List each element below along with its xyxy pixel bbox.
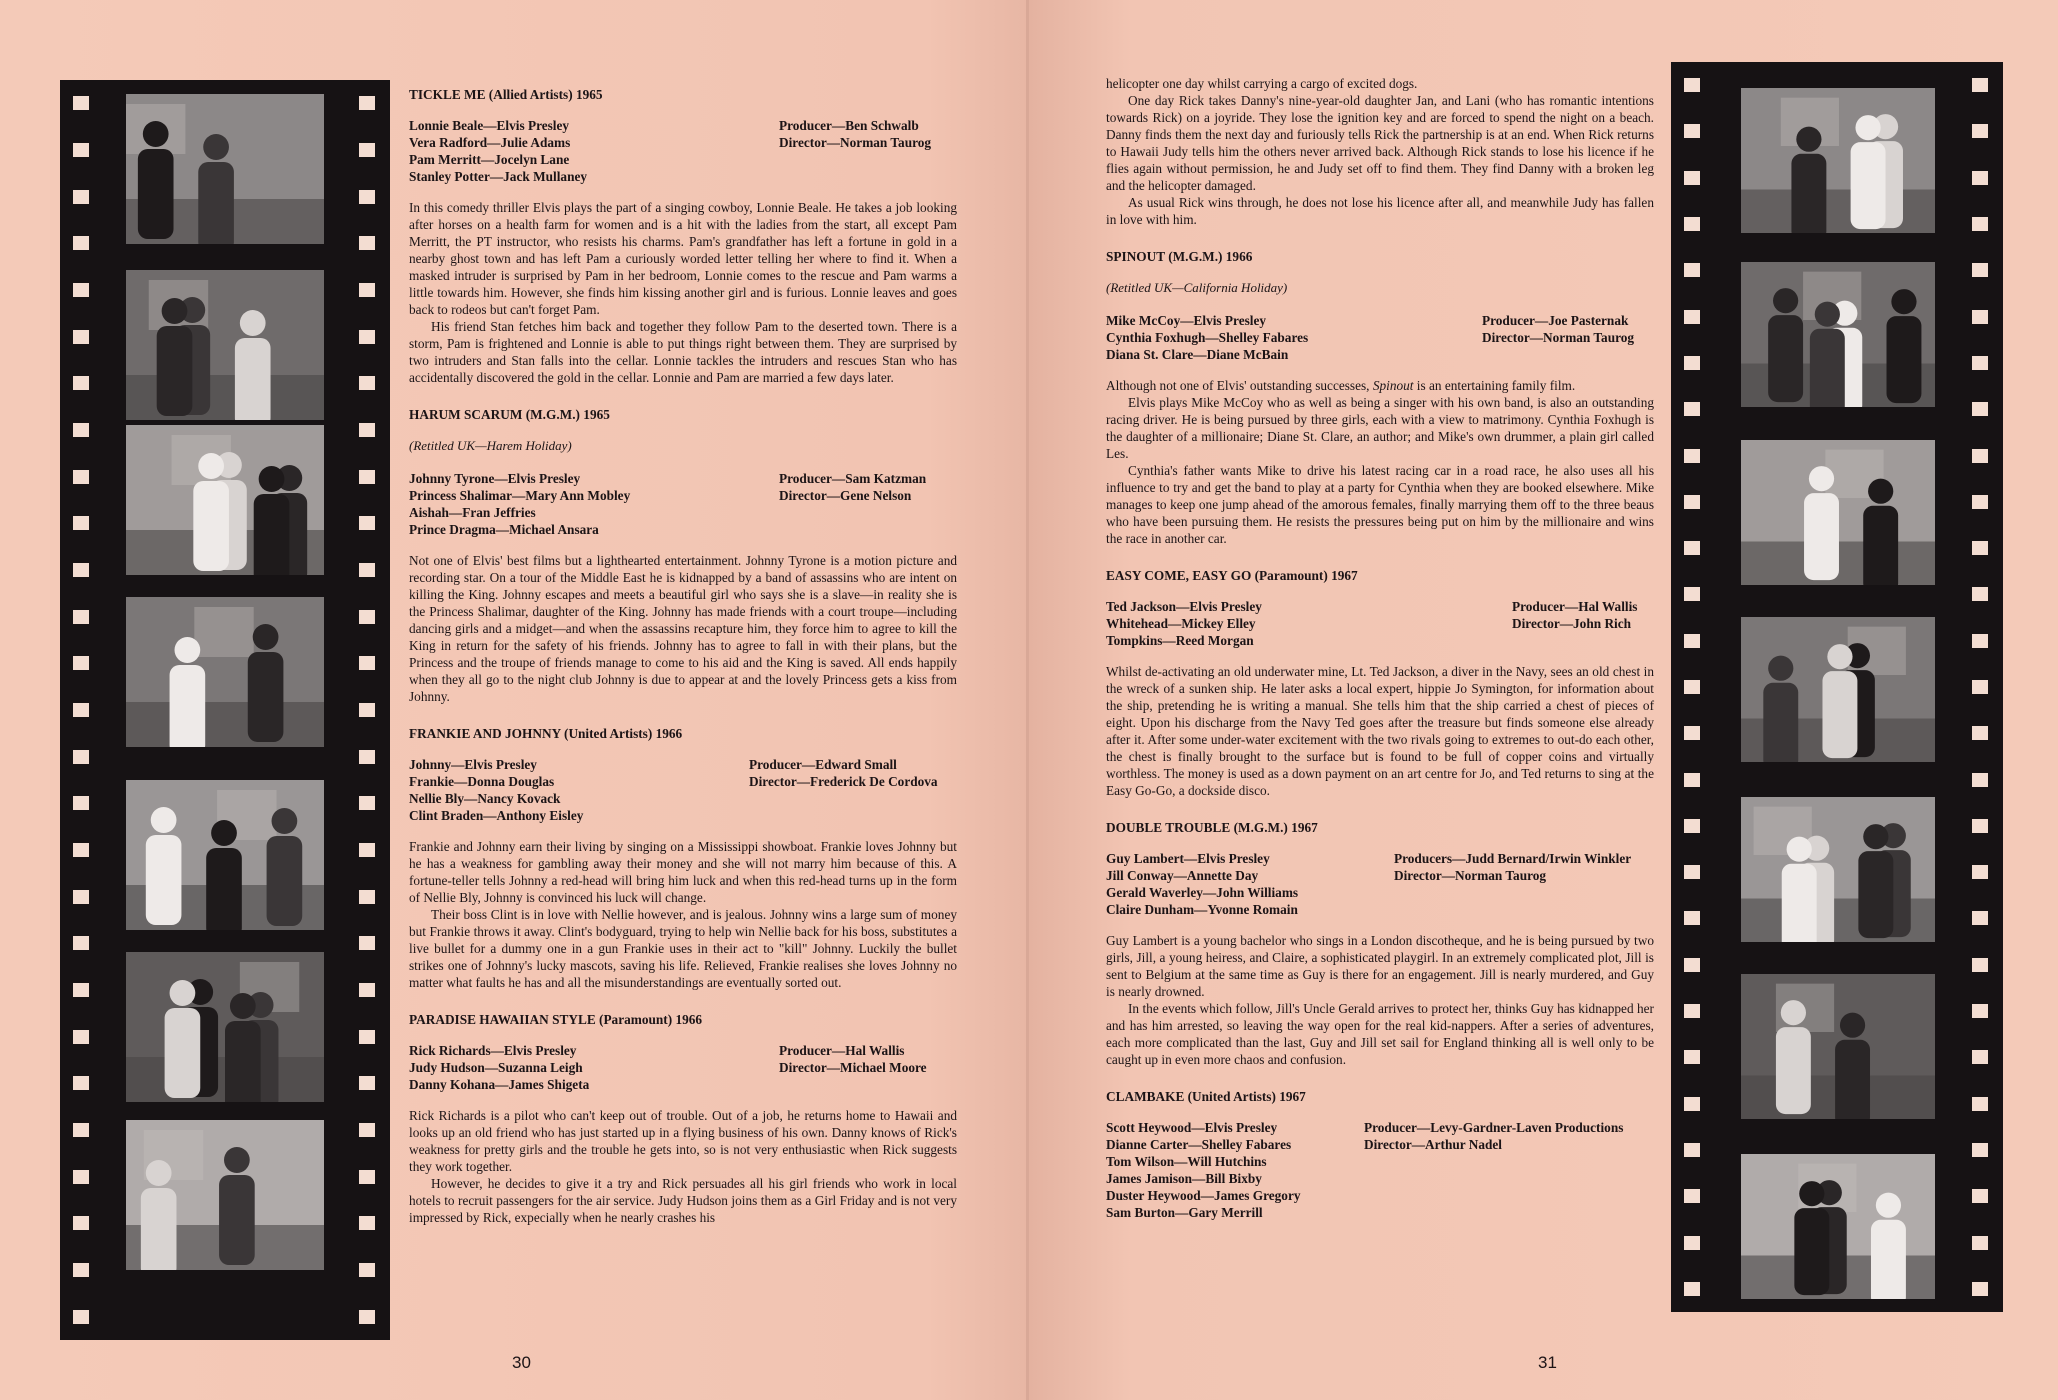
sprocket-hole bbox=[1972, 310, 1988, 324]
cast-member: Frankie—Donna Douglas bbox=[409, 774, 555, 789]
sprocket-hole bbox=[1684, 1236, 1700, 1250]
sprocket-hole bbox=[1972, 958, 1988, 972]
sprocket-hole bbox=[1972, 1050, 1988, 1064]
sprocket-hole bbox=[73, 656, 89, 670]
sprocket-hole bbox=[73, 610, 89, 624]
sprocket-hole bbox=[359, 376, 375, 390]
sprocket-hole bbox=[73, 516, 89, 530]
film-entry bbox=[1106, 248, 1654, 547]
sprocket-hole bbox=[359, 423, 375, 437]
sprocket-hole bbox=[1972, 217, 1988, 231]
crew-member: Director—Norman Taurog bbox=[1394, 868, 1547, 883]
crew-member: Producer—Levy-Gardner-Laven Productions bbox=[1364, 1120, 1624, 1135]
left-text-column bbox=[409, 86, 957, 1226]
sprocket-hole bbox=[1684, 1282, 1700, 1296]
sprocket-hole bbox=[1684, 1004, 1700, 1018]
sprocket-hole bbox=[359, 796, 375, 810]
sprocket-hole bbox=[1972, 587, 1988, 601]
credits bbox=[409, 117, 957, 185]
sprocket-hole bbox=[1684, 1097, 1700, 1111]
cast-member: Claire Dunham—Yvonne Romain bbox=[1106, 902, 1298, 917]
film-still-6 bbox=[126, 952, 324, 1102]
sprocket-hole bbox=[1972, 78, 1988, 92]
cast-member: Duster Heywood—James Gregory bbox=[1106, 1188, 1301, 1203]
cast-member: Vera Radford—Julie Adams bbox=[409, 135, 571, 150]
credits bbox=[1106, 598, 1654, 649]
film-still-4 bbox=[126, 597, 324, 747]
crew-list bbox=[1512, 598, 1654, 649]
cast-member: Guy Lambert—Elvis Presley bbox=[1106, 851, 1270, 866]
sprocket-hole bbox=[1684, 726, 1700, 740]
film-title: DOUBLE TROUBLE (M.G.M.) 1967 bbox=[1106, 820, 1318, 835]
synopsis-paragraph: Their boss Clint is in love with Nellie however, and is jealous. Johnny wins a large sum of money but Frankie throws it away. Clint's bodyguard, trying to help win Nellie back for his boss, substitutes a live bullet for a dummy one in a gun Frankie uses in their act to "kill" Johnny. Luckily the bullet strikes one of Johnny's lucky mascots, saving his life. Relieved, Frankie realises she loves Johnny no matter what faults he has and all the misunderstandings are eventually sorted out. bbox=[409, 907, 957, 990]
sprocket-hole bbox=[359, 890, 375, 904]
sprocket-hole bbox=[1972, 171, 1988, 185]
cast-member: Johnny Tyrone—Elvis Presley bbox=[409, 471, 581, 486]
sprocket-hole bbox=[73, 376, 89, 390]
sprocket-hole bbox=[1684, 495, 1700, 509]
crew-list bbox=[779, 1042, 957, 1093]
cast-member: Diana St. Clare—Diane McBain bbox=[1106, 347, 1289, 362]
cast-list bbox=[409, 756, 583, 824]
sprocket-hole bbox=[73, 236, 89, 250]
crew-member: Director—Norman Taurog bbox=[779, 135, 932, 150]
cast-member: Rick Richards—Elvis Presley bbox=[409, 1043, 577, 1058]
sprocket-hole bbox=[1684, 217, 1700, 231]
sprocket-hole bbox=[73, 423, 89, 437]
cast-member: Tom Wilson—Will Hutchins bbox=[1106, 1154, 1267, 1169]
cast-member: Stanley Potter—Jack Mullaney bbox=[409, 169, 588, 184]
sprocket-hole bbox=[73, 1123, 89, 1137]
sprocket-hole bbox=[1684, 310, 1700, 324]
sprocket-hole bbox=[73, 283, 89, 297]
film-title: HARUM SCARUM (M.G.M.) 1965 bbox=[409, 407, 610, 422]
cast-member: Gerald Waverley—John Williams bbox=[1106, 885, 1299, 900]
cast-member: Sam Burton—Gary Merrill bbox=[1106, 1205, 1263, 1220]
sprocket-hole bbox=[359, 936, 375, 950]
sprocket-holes-left bbox=[70, 80, 94, 1340]
sprocket-hole bbox=[1972, 680, 1988, 694]
sprocket-hole bbox=[359, 563, 375, 577]
credits bbox=[409, 1042, 957, 1093]
synopsis-paragraph: Not one of Elvis' best films but a lighthearted entertainment. Johnny Tyrone is a motion picture and recording star. On a tour of the Middle East he is kidnapped by a band of assassins who are intent on killing the King. Johnny escapes and meets a beautiful girl who says she is a slave—in reality she is the Princess Shalimar, daughter of the King. Johnny has made friends with a court troupe—including dancing girls and a midget—and when the assassins recapture him, they force him to agree to kill the King in return for the safety of his friends. Johnny has to agree to fall in with their plans, but the Princess and the troupe of friends manage to come to his aid and the King is saved. All ends happily when they all go to the night club Johnny is due to appear at and the lovely Princess gets a kiss from Johnny. bbox=[409, 553, 957, 704]
sprocket-hole bbox=[359, 843, 375, 857]
sprocket-hole bbox=[1684, 171, 1700, 185]
sprocket-hole bbox=[1684, 78, 1700, 92]
sprocket-hole bbox=[359, 283, 375, 297]
crew-list bbox=[749, 756, 957, 824]
cast-member: Lonnie Beale—Elvis Presley bbox=[409, 118, 570, 133]
cast-list bbox=[409, 117, 587, 185]
film-title: TICKLE ME (Allied Artists) 1965 bbox=[409, 87, 603, 102]
crew-list bbox=[1394, 850, 1654, 918]
sprocket-hole bbox=[1684, 958, 1700, 972]
film-strip-right bbox=[1671, 62, 2003, 1312]
sprocket-hole bbox=[1972, 124, 1988, 138]
synopsis-paragraph: However, he decides to give it a try and Rick persuades all his girl friends who work in local hotels to recruit passengers for the air service. Judy Hudson joins them as a Girl Friday and is not very impressed by Rick, expecially when he nearly crashes his bbox=[409, 1176, 957, 1225]
sprocket-holes-left bbox=[1681, 62, 1705, 1312]
crew-member: Producer—Edward Small bbox=[749, 757, 897, 772]
film-entry bbox=[409, 1011, 957, 1226]
crew-member: Producer—Hal Wallis bbox=[779, 1043, 905, 1058]
sprocket-hole bbox=[359, 1263, 375, 1277]
credits bbox=[1106, 312, 1654, 363]
synopsis-paragraph: In the events which follow, Jill's Uncle Gerald arrives to protect her, thinks Guy has kidnapped her and has him arrested, so leaving the way open for the real kid-nappers. After a series of adventures, each more complicated than the last, Guy and Jill set sail for England thinking all is well only to be caught up in even more chaos and confusion. bbox=[1106, 1001, 1654, 1067]
sprocket-hole bbox=[1972, 1097, 1988, 1111]
cast-member: Clint Braden—Anthony Eisley bbox=[409, 808, 584, 823]
sprocket-hole bbox=[359, 236, 375, 250]
sprocket-hole bbox=[359, 96, 375, 110]
synopsis-paragraph: In this comedy thriller Elvis plays the part of a singing cowboy, Lonnie Beale. He takes a job looking after horses on a health farm for women and is a hit with the ladies from the start, all except Pam Merritt, the PT instructor, who resists his charms. Pam's grandfather has left a fortune in gold in a nearby ghost town and has left Pam a curiously worded letter telling her where to find it. When a masked intruder is surprised by Pam in her bedroom, Lonnie comes to the rescue and Pam warms a little towards him. However, she finds him kissing another girl and is furious. Lonnie leaves and goes back to rodeos but can't forget Pam. bbox=[409, 200, 957, 317]
film-still-8 bbox=[1741, 88, 1935, 233]
cast-list bbox=[1106, 312, 1308, 363]
crew-member: Producer—Ben Schwalb bbox=[779, 118, 919, 133]
crew-list bbox=[1482, 312, 1654, 363]
sprocket-hole bbox=[359, 516, 375, 530]
credits bbox=[1106, 850, 1654, 918]
film-still-12 bbox=[1741, 797, 1935, 942]
sprocket-hole bbox=[73, 1216, 89, 1230]
page-number: 31 bbox=[1538, 1353, 1557, 1372]
sprocket-hole bbox=[1684, 680, 1700, 694]
sprocket-hole bbox=[73, 890, 89, 904]
sprocket-hole bbox=[359, 470, 375, 484]
page-number: 30 bbox=[512, 1353, 531, 1372]
sprocket-hole bbox=[359, 1030, 375, 1044]
sprocket-hole bbox=[1972, 1282, 1988, 1296]
cast-member: Scott Heywood—Elvis Presley bbox=[1106, 1120, 1278, 1135]
film-still-3 bbox=[126, 425, 324, 575]
film-entry bbox=[1106, 1088, 1654, 1221]
sprocket-hole bbox=[1684, 1050, 1700, 1064]
sprocket-holes-right bbox=[1969, 62, 1993, 1312]
sprocket-hole bbox=[1684, 634, 1700, 648]
cast-member: Whitehead—Mickey Elley bbox=[1106, 616, 1256, 631]
sprocket-hole bbox=[1972, 773, 1988, 787]
cast-member: Danny Kohana—James Shigeta bbox=[409, 1077, 590, 1092]
sprocket-hole bbox=[73, 983, 89, 997]
film-still-1 bbox=[126, 94, 324, 244]
sprocket-hole bbox=[73, 190, 89, 204]
cast-member: Ted Jackson—Elvis Presley bbox=[1106, 599, 1262, 614]
crew-member: Director—Michael Moore bbox=[779, 1060, 927, 1075]
film-entry bbox=[1106, 567, 1654, 799]
sprocket-hole bbox=[73, 1310, 89, 1324]
synopsis-paragraph: helicopter one day whilst carrying a cargo of excited dogs. bbox=[1106, 76, 1418, 91]
synopsis-paragraph: Whilst de-activating an old underwater mine, Lt. Ted Jackson, a diver in the Navy, sees an old chest in the wreck of a sunken ship. He later asks a local expert, hippie Jo Symington, for information about the ship, pretending he is writing a manual. She tells him that the ship carried a chest of pieces of eight. Upon his discharge from the Navy Ted goes after the treasure but finds someone else already after it. After some under-water excitement with the two rivals going to extremes to out-do each other, the chest is finally brought to the surface but is found to be full of copper coins and virtually worthless. The money is used as a down payment on an art centre for Jo, and Ted returns to sing at the Easy Go-Go, a dockside disco. bbox=[1106, 664, 1654, 798]
sprocket-hole bbox=[1972, 865, 1988, 879]
film-still-10 bbox=[1741, 440, 1935, 585]
sprocket-hole bbox=[359, 983, 375, 997]
film-entry bbox=[409, 86, 957, 386]
sprocket-hole bbox=[73, 1263, 89, 1277]
retitled-note: (Retitled UK—Harem Holiday) bbox=[409, 438, 572, 453]
synopsis-paragraph: Elvis plays Mike McCoy who as well as being a singer with his own band, is also an outstanding racing driver. He is being pursued by three girls, each with a view to matrimony. Cynthia Foxhugh is the daughter of a millionaire; Diane St. Clare, an author; and Mike's own drummer, a plain girl called Les. bbox=[1106, 395, 1654, 461]
cast-member: Tompkins—Reed Morgan bbox=[1106, 633, 1254, 648]
sprocket-hole bbox=[1684, 865, 1700, 879]
cast-member: Pam Merritt—Jocelyn Lane bbox=[409, 152, 570, 167]
crew-list bbox=[1364, 1119, 1654, 1221]
sprocket-hole bbox=[1684, 541, 1700, 555]
crew-member: Producer—Joe Pasternak bbox=[1482, 313, 1629, 328]
synopsis-paragraph: Guy Lambert is a young bachelor who sings in a London discotheque, and he is being pursued by two girls, Jill, a young heiress, and Claire, a sophisticated playgirl. In an extremely complicated plot, Jill is sent to Belgium at the same time as Guy is there for an engagement. Jill is nearly murdered, and Guy is nearly drowned. bbox=[1106, 933, 1654, 999]
cast-member: Prince Dragma—Michael Ansara bbox=[409, 522, 599, 537]
sprocket-hole bbox=[1972, 911, 1988, 925]
sprocket-hole bbox=[1684, 449, 1700, 463]
sprocket-hole bbox=[73, 703, 89, 717]
cast-list bbox=[409, 1042, 589, 1093]
sprocket-hole bbox=[359, 330, 375, 344]
sprocket-hole bbox=[1972, 356, 1988, 370]
sprocket-hole bbox=[73, 1170, 89, 1184]
sprocket-hole bbox=[1684, 587, 1700, 601]
sprocket-hole bbox=[1972, 541, 1988, 555]
film-name-italic: Spinout bbox=[1372, 378, 1414, 393]
sprocket-hole bbox=[359, 610, 375, 624]
cast-member: Princess Shalimar—Mary Ann Mobley bbox=[409, 488, 631, 503]
film-still-5 bbox=[126, 780, 324, 930]
cast-member: Jill Conway—Annette Day bbox=[1106, 868, 1259, 883]
film-strip-left bbox=[60, 80, 390, 1340]
crew-member: Director—John Rich bbox=[1512, 616, 1632, 631]
right-text-column bbox=[1106, 75, 1654, 1235]
sprocket-hole bbox=[1972, 449, 1988, 463]
crew-member: Director—Frederick De Cordova bbox=[749, 774, 938, 789]
sprocket-hole bbox=[73, 796, 89, 810]
cast-list bbox=[1106, 850, 1298, 918]
sprocket-hole bbox=[1684, 263, 1700, 277]
sprocket-hole bbox=[1972, 634, 1988, 648]
sprocket-hole bbox=[359, 1310, 375, 1324]
film-entry bbox=[409, 406, 957, 705]
sprocket-hole bbox=[359, 1076, 375, 1090]
crew-member: Director—Gene Nelson bbox=[779, 488, 912, 503]
sprocket-hole bbox=[73, 750, 89, 764]
cast-member: Aishah—Fran Jeffries bbox=[409, 505, 536, 520]
film-title: CLAMBAKE (United Artists) 1967 bbox=[1106, 1089, 1306, 1104]
sprocket-hole bbox=[359, 190, 375, 204]
film-still-14 bbox=[1741, 1154, 1935, 1299]
cast-list bbox=[1106, 598, 1262, 649]
sprocket-hole bbox=[1684, 819, 1700, 833]
sprocket-hole bbox=[1684, 773, 1700, 787]
sprocket-holes-right bbox=[356, 80, 380, 1340]
sprocket-hole bbox=[73, 1030, 89, 1044]
sprocket-hole bbox=[73, 330, 89, 344]
sprocket-hole bbox=[359, 1170, 375, 1184]
film-entry bbox=[1106, 819, 1654, 1068]
cast-member: Johnny—Elvis Presley bbox=[409, 757, 537, 772]
sprocket-hole bbox=[1972, 819, 1988, 833]
sprocket-hole bbox=[359, 750, 375, 764]
sprocket-hole bbox=[1972, 1189, 1988, 1203]
synopsis-paragraph: Cynthia's father wants Mike to drive his latest racing car in a road race, he also uses all his influence to try and get the band to play at a party for Cynthia when they are booked elsewhere. Mike manages to keep one jump ahead of the amorous females, finally marrying them off to the three beaus who have been pursuing them. He resists the pressures being put on him by the millionaire and wins the race in another car. bbox=[1106, 463, 1654, 546]
sprocket-hole bbox=[1972, 1004, 1988, 1018]
retitled-note: (Retitled UK—California Holiday) bbox=[1106, 280, 1288, 295]
film-entry bbox=[409, 725, 957, 991]
cast-member: Dianne Carter—Shelley Fabares bbox=[1106, 1137, 1292, 1152]
crew-member: Producers—Judd Bernard/Irwin Winkler bbox=[1394, 851, 1632, 866]
sprocket-hole bbox=[359, 703, 375, 717]
credits bbox=[409, 756, 957, 824]
synopsis-paragraph: As usual Rick wins through, he does not lose his licence after all, and meanwhile Judy has fallen in love with him. bbox=[1106, 195, 1654, 227]
sprocket-hole bbox=[73, 143, 89, 157]
sprocket-hole bbox=[73, 96, 89, 110]
sprocket-hole bbox=[1684, 356, 1700, 370]
sprocket-hole bbox=[1684, 1143, 1700, 1157]
sprocket-hole bbox=[1684, 1189, 1700, 1203]
sprocket-hole bbox=[73, 1076, 89, 1090]
cast-member: Nellie Bly—Nancy Kovack bbox=[409, 791, 561, 806]
synopsis-paragraph: Frankie and Johnny earn their living by singing on a Mississippi showboat. Frankie loves Johnny but he has a weakness for gambling away their money and she will not marry him because of this. A fortune-teller tells Johnny a red-head will bring him luck and when this red-head turns up in the form of Nellie Bly, Johnny is convinced his luck will change. bbox=[409, 839, 957, 905]
crew-member: Director—Arthur Nadel bbox=[1364, 1137, 1502, 1152]
sprocket-hole bbox=[73, 470, 89, 484]
sprocket-hole bbox=[359, 1216, 375, 1230]
cast-member: Mike McCoy—Elvis Presley bbox=[1106, 313, 1267, 328]
sprocket-hole bbox=[1684, 124, 1700, 138]
crew-member: Producer—Hal Wallis bbox=[1512, 599, 1638, 614]
film-title: EASY COME, EASY GO (Paramount) 1967 bbox=[1106, 568, 1358, 583]
cast-list bbox=[409, 470, 630, 538]
film-title: FRANKIE AND JOHNNY (United Artists) 1966 bbox=[409, 726, 683, 741]
film-still-7 bbox=[126, 1120, 324, 1270]
sprocket-hole bbox=[1972, 263, 1988, 277]
sprocket-hole bbox=[1972, 1143, 1988, 1157]
film-still-11 bbox=[1741, 617, 1935, 762]
cast-list bbox=[1106, 1119, 1301, 1221]
sprocket-hole bbox=[359, 1123, 375, 1137]
cast-member: James Jamison—Bill Bixby bbox=[1106, 1171, 1262, 1186]
synopsis-paragraph: One day Rick takes Danny's nine-year-old daughter Jan, and Lani (who has romantic intentions towards Rick) on a joyride. They lose the ignition key and are forced to spend the night on a beach. Danny finds them the next day and furiously tells Rick the partnership is at an end. When Rick returns to Hawaii Judy tells him the others never arrived back. Although Rick stands to lose his licence if he flies again without permission, he and Judy set off to find them. They find Danny with a broken leg and the helicopter damaged. bbox=[1106, 93, 1654, 193]
sprocket-hole bbox=[359, 656, 375, 670]
crew-member: Director—Norman Taurog bbox=[1482, 330, 1635, 345]
sprocket-hole bbox=[1972, 1236, 1988, 1250]
film-still-13 bbox=[1741, 974, 1935, 1119]
film-title: PARADISE HAWAIIAN STYLE (Paramount) 1966 bbox=[409, 1012, 703, 1027]
crew-list bbox=[779, 117, 957, 185]
sprocket-hole bbox=[359, 143, 375, 157]
synopsis-paragraph: His friend Stan fetches him back and together they follow Pam to the deserted town. There is a storm, Pam is frightened and Lonnie is able to put things right between them. They are surprised by two intruders and Stan falls into the cellar. Lonnie tackles the intruders and rescues Stan who has accidentally discovered the gold in the cellar. Lonnie and Pam are married a few days later. bbox=[409, 319, 957, 385]
continuation-text bbox=[1106, 75, 1654, 228]
synopsis-paragraph: Although not one of Elvis' outstanding successes, Spinout is an entertaining family film. bbox=[1106, 378, 1576, 393]
sprocket-hole bbox=[1972, 402, 1988, 416]
film-title: SPINOUT (M.G.M.) 1966 bbox=[1106, 249, 1253, 264]
sprocket-hole bbox=[1684, 402, 1700, 416]
crew-member: Producer—Sam Katzman bbox=[779, 471, 927, 486]
cast-member: Cynthia Foxhugh—Shelley Fabares bbox=[1106, 330, 1309, 345]
sprocket-hole bbox=[1684, 911, 1700, 925]
sprocket-hole bbox=[73, 563, 89, 577]
sprocket-hole bbox=[1972, 495, 1988, 509]
sprocket-hole bbox=[1972, 726, 1988, 740]
crew-list bbox=[779, 470, 957, 538]
cast-member: Judy Hudson—Suzanna Leigh bbox=[409, 1060, 583, 1075]
credits bbox=[1106, 1119, 1654, 1221]
sprocket-hole bbox=[73, 936, 89, 950]
synopsis-paragraph: Rick Richards is a pilot who can't keep out of trouble. Out of a job, he returns home to Hawaii and looks up an old friend who has just started up in a flying business of his own. Danny knows of Rick's weakness for pretty girls and the trouble he gets into, so is not very enthusiastic when Rick suggests they work together. bbox=[409, 1108, 957, 1174]
credits bbox=[409, 470, 957, 538]
sprocket-hole bbox=[73, 843, 89, 857]
film-still-2 bbox=[126, 270, 324, 420]
film-still-9 bbox=[1741, 262, 1935, 407]
